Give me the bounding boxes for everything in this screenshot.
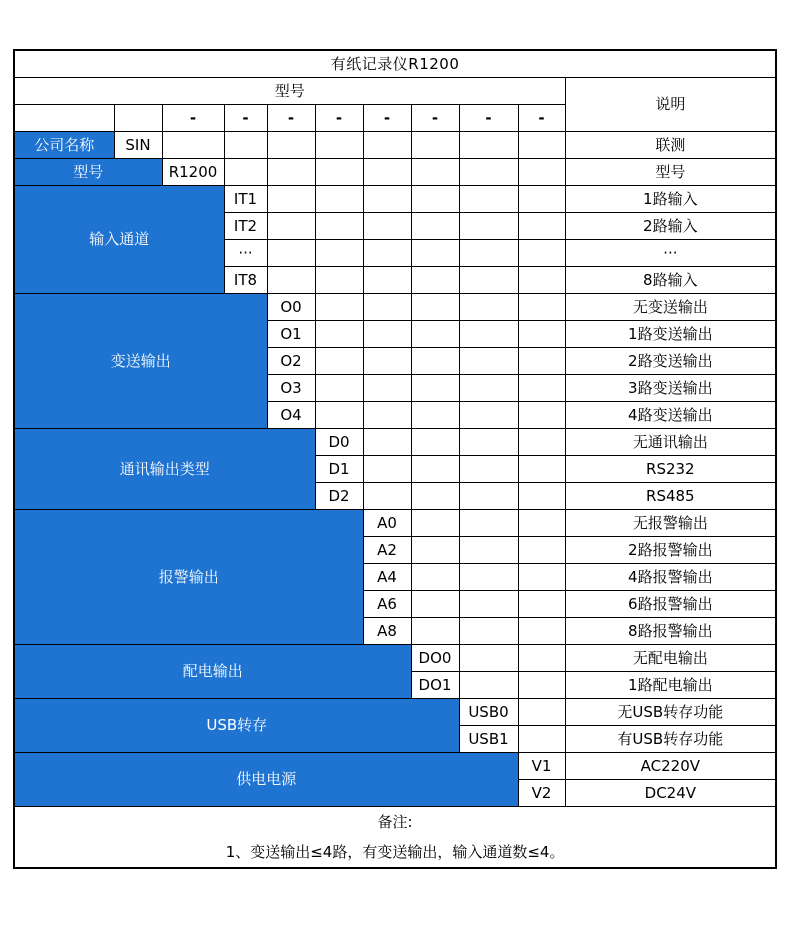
description-cell: 1路变送输出 [565,321,776,348]
empty-cell [411,240,459,267]
empty-cell [315,402,363,429]
table-row [14,645,776,672]
empty-cell [518,510,565,537]
empty-cell [411,402,459,429]
empty-cell [459,132,518,159]
empty-cell [459,240,518,267]
code-cell: O4 [267,402,315,429]
description-cell: 2路报警输出 [565,537,776,564]
code-cell: V2 [518,780,565,807]
empty-cell [315,132,363,159]
empty-cell [459,510,518,537]
empty-cell [459,564,518,591]
code-cell: A6 [363,591,411,618]
notes-row [14,807,776,869]
empty-cell [267,132,315,159]
table-row [14,510,776,537]
empty-cell [363,456,411,483]
empty-cell [315,240,363,267]
empty-cell [459,672,518,699]
page-title: 有纸记录仪R1200 [14,50,776,78]
table-row [14,699,776,726]
table-row [14,753,776,780]
empty-cell [411,267,459,294]
dash-empty-cell [114,105,162,132]
code-cell: USB0 [459,699,518,726]
category-cell: 报警输出 [14,510,363,645]
empty-cell [411,483,459,510]
table-row [14,294,776,321]
description-cell: 联测 [565,132,776,159]
description-cell: 1路输入 [565,186,776,213]
empty-cell [363,267,411,294]
description-header-cell: 说明 [565,78,776,132]
empty-cell [518,348,565,375]
empty-cell [267,213,315,240]
empty-cell [315,186,363,213]
empty-cell [162,132,224,159]
dash-cell: - [267,105,315,132]
empty-cell [411,429,459,456]
code-cell: D0 [315,429,363,456]
empty-cell [411,348,459,375]
empty-cell [518,321,565,348]
code-cell: IT1 [224,186,267,213]
empty-cell [224,132,267,159]
category-cell: 通讯输出类型 [14,429,315,510]
description-cell: 8路输入 [565,267,776,294]
empty-cell [518,186,565,213]
title-row [14,50,776,78]
description-cell: 2路输入 [565,213,776,240]
empty-cell [459,159,518,186]
empty-cell [411,375,459,402]
code-cell: IT8 [224,267,267,294]
code-cell: O3 [267,375,315,402]
description-cell: 有USB转存功能 [565,726,776,753]
notes-cell [14,807,776,869]
empty-cell [518,240,565,267]
description-cell: RS485 [565,483,776,510]
code-cell: D1 [315,456,363,483]
empty-cell [411,321,459,348]
empty-cell [518,618,565,645]
notes-title: 备注: [377,813,413,831]
description-cell: ··· [565,240,776,267]
category-cell: 配电输出 [14,645,411,699]
dash-cell: - [162,105,224,132]
category-cell: 输入通道 [14,186,224,294]
code-cell: ··· [224,240,267,267]
code-cell: IT2 [224,213,267,240]
empty-cell [363,186,411,213]
empty-cell [518,213,565,240]
empty-cell [267,159,315,186]
empty-cell [411,537,459,564]
dash-cell: - [459,105,518,132]
empty-cell [459,375,518,402]
table-body [14,132,776,807]
empty-cell [459,402,518,429]
model-header-cell: 型号 [14,78,565,105]
category-cell: 变送输出 [14,294,267,429]
empty-cell [518,672,565,699]
empty-cell [267,267,315,294]
empty-cell [363,321,411,348]
empty-cell [363,213,411,240]
empty-cell [518,132,565,159]
empty-cell [459,267,518,294]
empty-cell [363,429,411,456]
empty-cell [518,267,565,294]
description-cell: RS232 [565,456,776,483]
description-cell: AC220V [565,753,776,780]
empty-cell [518,456,565,483]
empty-cell [315,294,363,321]
empty-cell [363,132,411,159]
empty-cell [518,645,565,672]
table-row [14,429,776,456]
empty-cell [518,159,565,186]
category-cell: USB转存 [14,699,459,753]
empty-cell [459,618,518,645]
dash-cell: - [315,105,363,132]
code-cell: DO1 [411,672,459,699]
empty-cell [518,375,565,402]
dash-cell: - [411,105,459,132]
table-row [14,159,776,186]
empty-cell [363,159,411,186]
empty-cell [411,456,459,483]
empty-cell [315,159,363,186]
empty-cell [363,402,411,429]
empty-cell [518,564,565,591]
description-cell: 1路配电输出 [565,672,776,699]
empty-cell [518,402,565,429]
empty-cell [518,537,565,564]
category-cell: 供电电源 [14,753,518,807]
empty-cell [459,294,518,321]
description-cell: 无报警输出 [565,510,776,537]
empty-cell [315,213,363,240]
code-cell: A4 [363,564,411,591]
code-cell: V1 [518,753,565,780]
description-cell: 型号 [565,159,776,186]
code-cell: R1200 [162,159,224,186]
description-cell: 无通讯输出 [565,429,776,456]
empty-cell [267,240,315,267]
code-cell: D2 [315,483,363,510]
empty-cell [459,591,518,618]
empty-cell [459,645,518,672]
description-cell: 无变送输出 [565,294,776,321]
model-header-row [14,78,776,105]
dash-cell: - [224,105,267,132]
empty-cell [363,294,411,321]
empty-cell [411,159,459,186]
table-row [14,186,776,213]
empty-cell [518,699,565,726]
description-cell: 8路报警输出 [565,618,776,645]
empty-cell [411,132,459,159]
code-cell: O1 [267,321,315,348]
category-cell: 公司名称 [14,132,114,159]
empty-cell [411,186,459,213]
empty-cell [363,375,411,402]
empty-cell [459,213,518,240]
empty-cell [411,213,459,240]
table-footer [14,807,776,869]
code-cell: O0 [267,294,315,321]
notes-line: 1、变送输出≤4路，有变送输出，输入通道数≤4。 [225,843,565,861]
dash-cell: - [363,105,411,132]
code-cell: DO0 [411,645,459,672]
empty-cell [459,321,518,348]
description-cell: 4路变送输出 [565,402,776,429]
empty-cell [459,348,518,375]
empty-cell [363,240,411,267]
empty-cell [411,564,459,591]
model-selection-table [13,49,777,869]
empty-cell [411,591,459,618]
description-cell: 4路报警输出 [565,564,776,591]
empty-cell [411,618,459,645]
dash-empty-cell [14,105,114,132]
code-cell: A0 [363,510,411,537]
empty-cell [315,267,363,294]
description-cell: 无配电输出 [565,645,776,672]
code-cell: SIN [114,132,162,159]
table-header [14,50,776,132]
empty-cell [267,186,315,213]
empty-cell [363,483,411,510]
description-cell: 3路变送输出 [565,375,776,402]
empty-cell [224,159,267,186]
empty-cell [459,483,518,510]
dash-cell: - [518,105,565,132]
description-cell: DC24V [565,780,776,807]
code-cell: A8 [363,618,411,645]
empty-cell [518,591,565,618]
empty-cell [518,483,565,510]
empty-cell [411,510,459,537]
empty-cell [315,375,363,402]
code-cell: USB1 [459,726,518,753]
empty-cell [459,186,518,213]
empty-cell [459,537,518,564]
empty-cell [459,429,518,456]
empty-cell [518,294,565,321]
empty-cell [518,726,565,753]
code-cell: A2 [363,537,411,564]
empty-cell [315,348,363,375]
description-cell: 2路变送输出 [565,348,776,375]
description-cell: 无USB转存功能 [565,699,776,726]
description-cell: 6路报警输出 [565,591,776,618]
empty-cell [363,348,411,375]
empty-cell [459,456,518,483]
category-cell: 型号 [14,159,162,186]
empty-cell [518,429,565,456]
table-row [14,132,776,159]
empty-cell [315,321,363,348]
code-cell: O2 [267,348,315,375]
empty-cell [411,294,459,321]
